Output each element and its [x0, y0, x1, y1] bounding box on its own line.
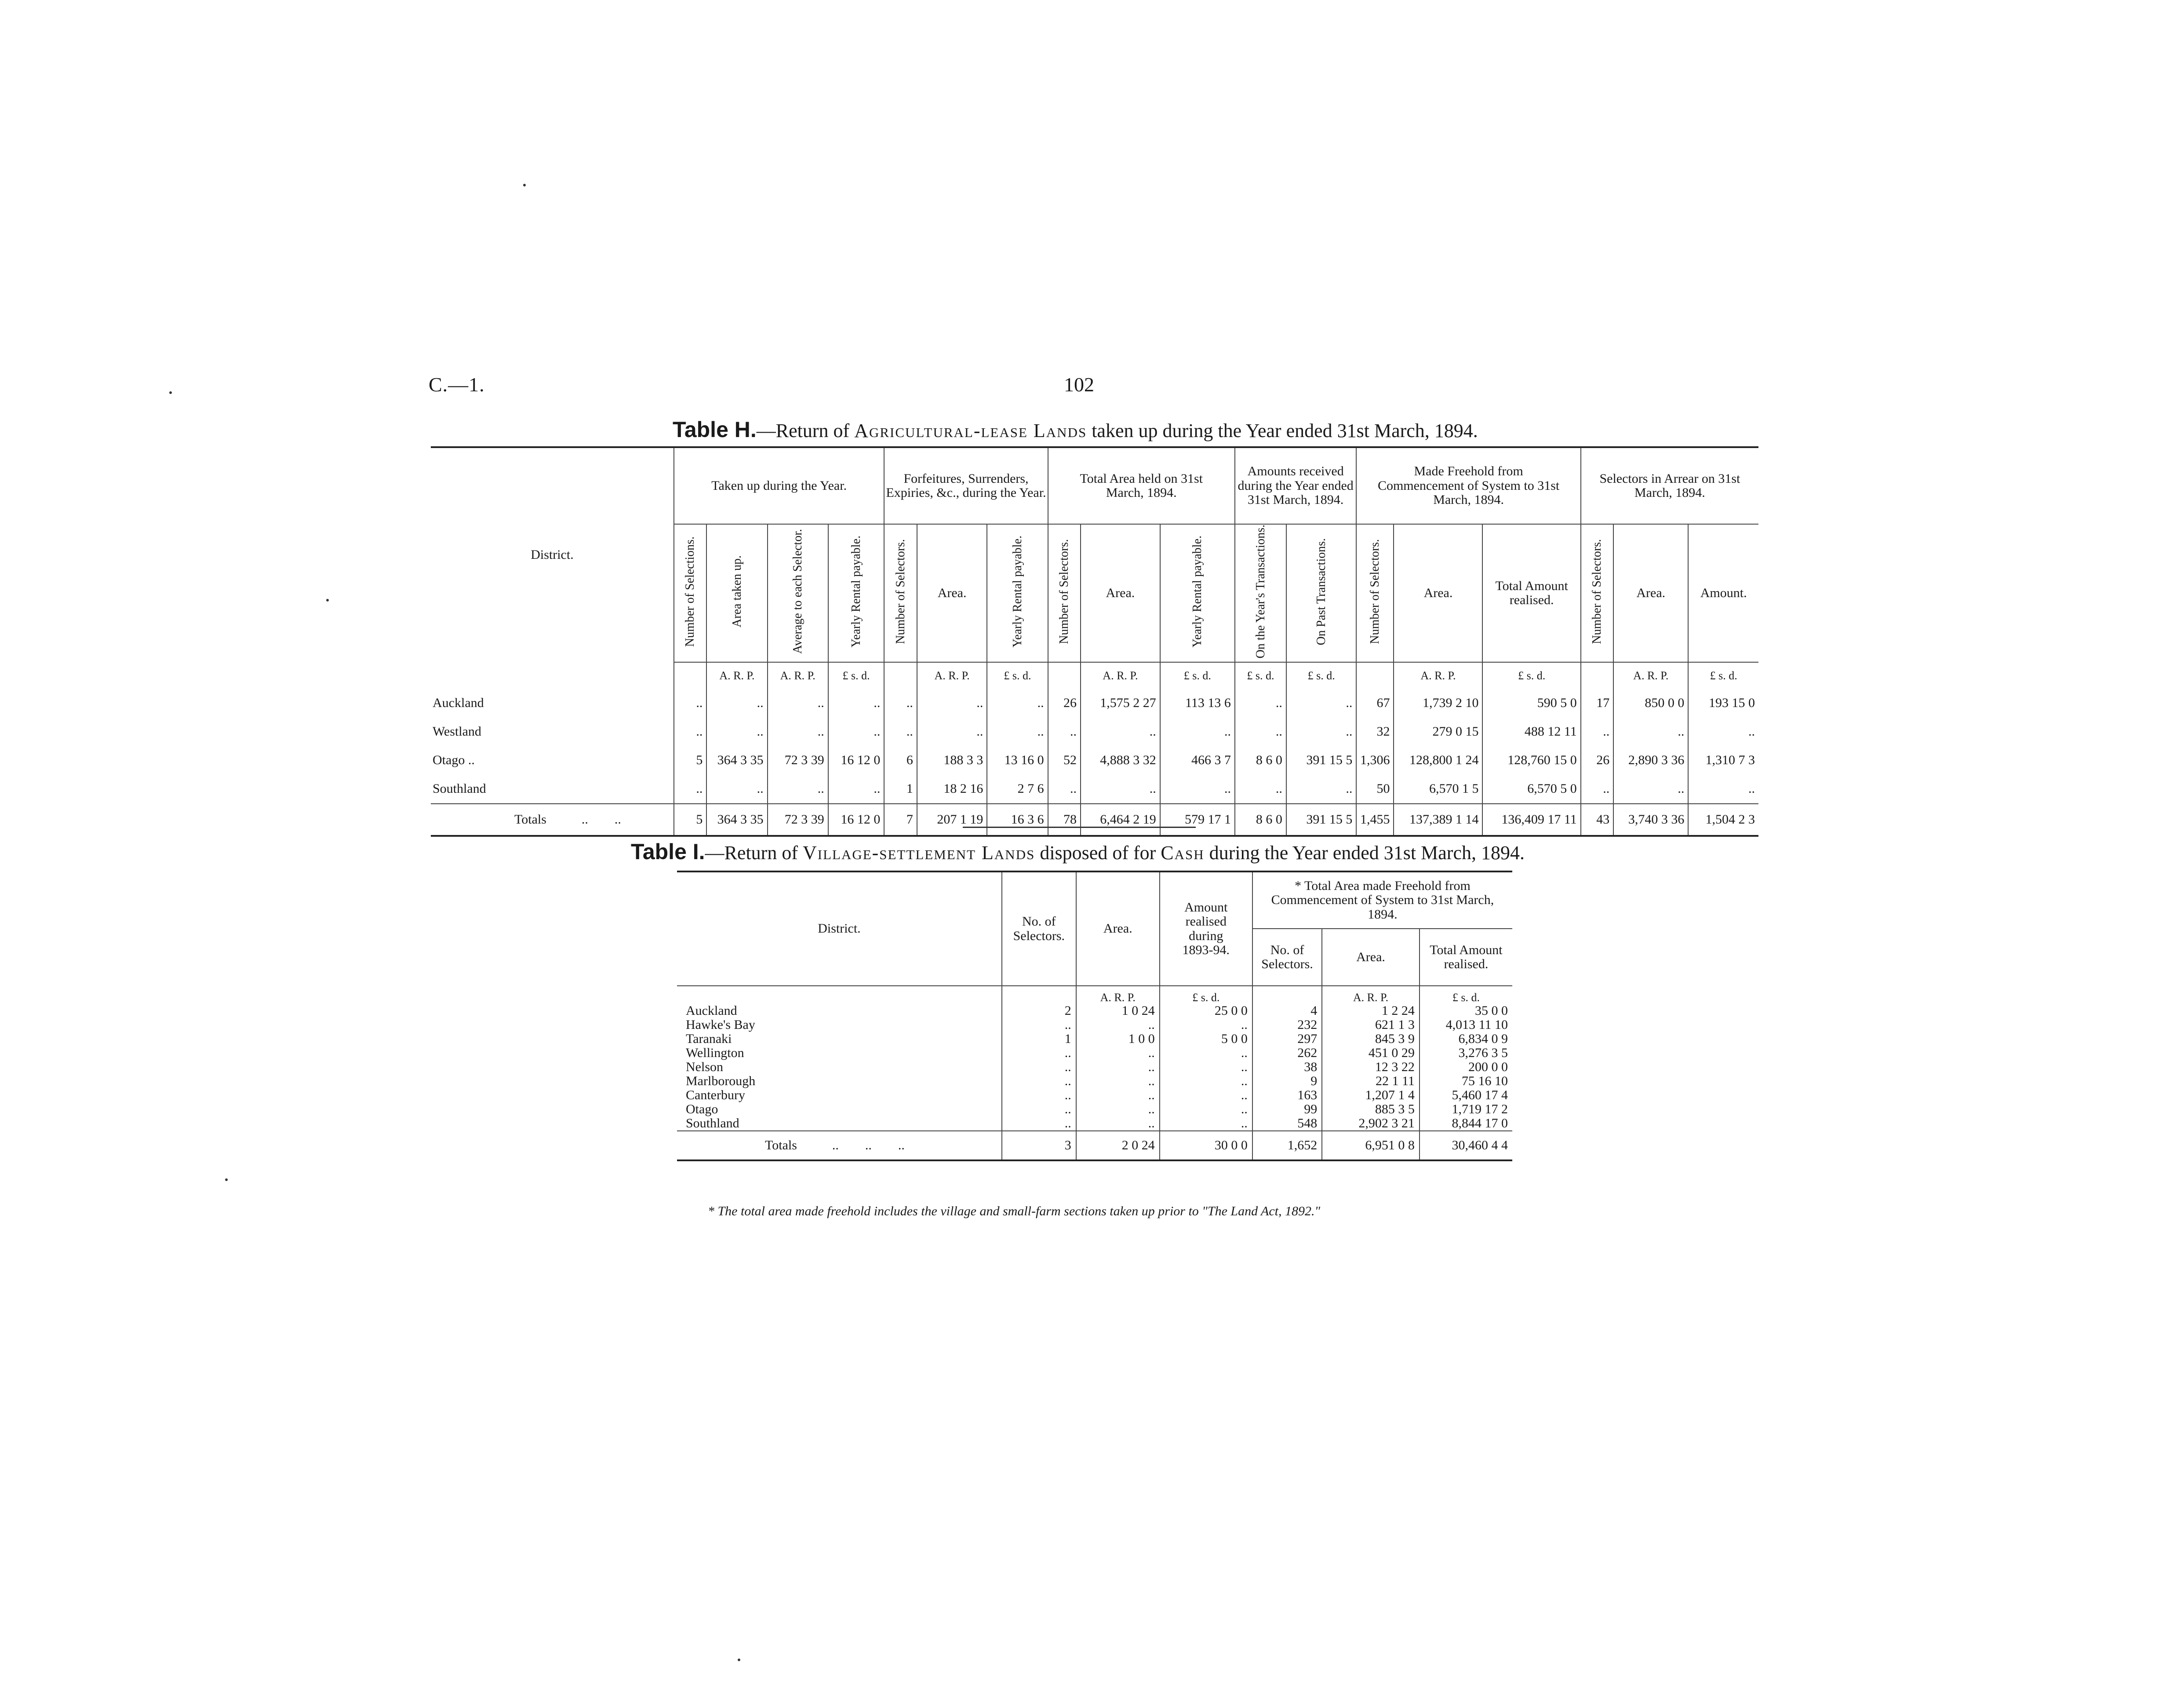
totals-cell: 72 3 39 — [768, 804, 828, 836]
table-cell: .. — [674, 775, 706, 804]
table-cell: .. — [1160, 1116, 1252, 1131]
table-cell: 621 1 3 — [1322, 1018, 1420, 1032]
sub-header: Amount. — [1688, 524, 1758, 662]
scan-speck — [738, 1659, 740, 1661]
table-cell: .. — [1076, 1074, 1160, 1088]
table-cell: .. — [828, 689, 885, 718]
table-cell: 9 — [1252, 1074, 1322, 1088]
table-i-totals-row: Totals .. .. .. 3 2 0 24 30 0 0 1,652 6,951 0 8 30,460 4 4 — [677, 1131, 1512, 1160]
table-cell: 1,306 — [1356, 746, 1394, 775]
sub-header: Yearly Rental payable. — [1190, 535, 1205, 648]
table-cell: .. — [828, 718, 885, 746]
table-cell: .. — [706, 689, 767, 718]
table-cell: .. — [1002, 1102, 1076, 1116]
table-cell: 75 16 10 — [1420, 1074, 1512, 1088]
table-cell: .. — [1048, 718, 1081, 746]
table-cell: .. — [1160, 1060, 1252, 1074]
table-cell: 1,739 2 10 — [1394, 689, 1482, 718]
col-header-selectors: No. of Selectors. — [1002, 871, 1076, 986]
sub-header: Number of Selectors. — [1057, 539, 1071, 644]
table-cell: 6,570 5 0 — [1482, 775, 1580, 804]
table-cell: 8,844 17 0 — [1420, 1116, 1512, 1131]
table-cell: 8 6 0 — [1235, 746, 1286, 775]
district-cell: Hawke's Bay — [686, 1017, 755, 1032]
table-cell: .. — [1235, 775, 1286, 804]
table-cell: .. — [1160, 1088, 1252, 1102]
table-cell: 6,570 1 5 — [1394, 775, 1482, 804]
page-reference: C.—1. — [429, 373, 485, 396]
district-cell: Nelson — [686, 1060, 723, 1074]
district-cell: Otago — [686, 1102, 718, 1116]
table-cell: .. — [1160, 1074, 1252, 1088]
table-cell: 6 — [884, 746, 917, 775]
table-cell: 50 — [1356, 775, 1394, 804]
table-cell: 193 15 0 — [1688, 689, 1758, 718]
table-cell: .. — [1613, 718, 1688, 746]
table-cell: 850 0 0 — [1613, 689, 1688, 718]
sub-header: Area. — [1081, 524, 1160, 662]
table-cell: 391 15 5 — [1286, 746, 1357, 775]
table-cell: .. — [1581, 718, 1613, 746]
table-cell: 38 — [1252, 1060, 1322, 1074]
table-cell: .. — [1002, 1018, 1076, 1032]
table-cell: 279 0 15 — [1394, 718, 1482, 746]
group-header-made-freehold: Made Freehold from Commencement of System to 31st March, 1894. — [1356, 447, 1580, 524]
table-cell: 72 3 39 — [768, 746, 828, 775]
totals-cell: 30,460 4 4 — [1420, 1131, 1512, 1160]
table-h-body — [431, 689, 1758, 804]
table-cell: .. — [1235, 718, 1286, 746]
totals-label: Totals — [765, 1137, 797, 1152]
table-i-body — [677, 1004, 1512, 1131]
group-header-amounts-received: Amounts received during the Year ended 31st March, 1894. — [1235, 447, 1356, 524]
scan-speck — [326, 599, 329, 602]
totals-cell: 391 15 5 — [1286, 804, 1357, 836]
table-cell: .. — [706, 775, 767, 804]
district-cell: Auckland — [686, 1003, 737, 1018]
sub-header-amount: Total Amount realised. — [1420, 929, 1512, 986]
col-header-amount: Amount realised during 1893-94. — [1160, 871, 1252, 986]
totals-cell: 16 3 6 — [987, 804, 1048, 836]
table-cell: 188 3 3 — [917, 746, 987, 775]
table-cell: 488 12 11 — [1482, 718, 1580, 746]
table-cell: .. — [1002, 1074, 1076, 1088]
sub-header: Yearly Rental payable. — [1010, 535, 1024, 648]
table-cell: .. — [1002, 1060, 1076, 1074]
scan-speck — [523, 184, 526, 186]
district-cell: Canterbury — [686, 1088, 745, 1102]
table-cell: 1 — [1002, 1032, 1076, 1046]
sub-header-selectors: No. of Selectors. — [1252, 929, 1322, 986]
table-cell: .. — [917, 718, 987, 746]
table-cell: .. — [674, 718, 706, 746]
table-cell: 113 13 6 — [1160, 689, 1235, 718]
table-cell: 2,902 3 21 — [1322, 1116, 1420, 1131]
group-header-total-area: Total Area held on 31st March, 1894. — [1048, 447, 1235, 524]
totals-cell: 30 0 0 — [1160, 1131, 1252, 1160]
totals-cell: 137,389 1 14 — [1394, 804, 1482, 836]
group-header-forfeitures: Forfeitures, Surrenders, Expiries, &c., during the Year. — [884, 447, 1048, 524]
table-cell: .. — [1613, 775, 1688, 804]
table-cell: .. — [1286, 775, 1357, 804]
table-row — [677, 1032, 1512, 1046]
table-cell: .. — [1160, 1046, 1252, 1060]
sub-header: Area. — [917, 524, 987, 662]
table-cell: .. — [1076, 1060, 1160, 1074]
table-cell: 35 0 0 — [1420, 1004, 1512, 1018]
table-i-caption: Table I.—Return of Village-settlement Lands disposed of for Cash during the Year ended 31st March, 1894. — [631, 839, 1525, 864]
scan-speck — [169, 391, 172, 394]
sub-header: Number of Selectors. — [1368, 539, 1382, 644]
table-cell: .. — [1002, 1088, 1076, 1102]
totals-cell: 8 6 0 — [1235, 804, 1286, 836]
table-cell: 12 3 22 — [1322, 1060, 1420, 1074]
sub-header: On the Year's Transactions. — [1253, 525, 1267, 659]
table-cell: 1,719 17 2 — [1420, 1102, 1512, 1116]
table-cell: 364 3 35 — [706, 746, 767, 775]
table-cell: .. — [1076, 1102, 1160, 1116]
totals-cell: 7 — [884, 804, 917, 836]
totals-cell: 16 12 0 — [828, 804, 885, 836]
totals-cell: 78 — [1048, 804, 1081, 836]
table-row — [677, 1004, 1512, 1018]
group-header-freehold: * Total Area made Freehold from Commencement of System to 31st March, 1894. — [1252, 871, 1512, 929]
district-header: District. — [677, 871, 1002, 986]
table-cell: 16 12 0 — [828, 746, 885, 775]
table-i-label: Table I. — [631, 839, 705, 864]
district-cell: Auckland — [433, 696, 484, 711]
totals-cell: 207 1 19 — [917, 804, 987, 836]
table-cell: 4,888 3 32 — [1081, 746, 1160, 775]
totals-label: Totals — [514, 812, 546, 827]
table-cell: 25 0 0 — [1160, 1004, 1252, 1018]
totals-cell: 1,504 2 3 — [1688, 804, 1758, 836]
table-h-label: Table H. — [673, 417, 757, 442]
table-cell: 4,013 11 10 — [1420, 1018, 1512, 1032]
table-cell: .. — [1160, 1102, 1252, 1116]
table-cell: 3,276 3 5 — [1420, 1046, 1512, 1060]
sub-header: On Past Transactions. — [1314, 538, 1328, 645]
totals-cell: 364 3 35 — [706, 804, 767, 836]
table-cell: .. — [1581, 775, 1613, 804]
table-row — [677, 1018, 1512, 1032]
totals-cell: 6,951 0 8 — [1322, 1131, 1420, 1160]
table-cell: 845 3 9 — [1322, 1032, 1420, 1046]
table-cell: .. — [1076, 1088, 1160, 1102]
page-number: 102 — [1064, 373, 1094, 396]
table-cell: 1,207 1 4 — [1322, 1088, 1420, 1102]
table-cell: .. — [1688, 718, 1758, 746]
group-header-arrear: Selectors in Arrear on 31st March, 1894. — [1581, 447, 1758, 524]
totals-cell: 5 — [674, 804, 706, 836]
table-cell: .. — [768, 718, 828, 746]
district-header: District. — [431, 447, 674, 662]
table-cell: 5 — [674, 746, 706, 775]
totals-cell: 579 17 1 — [1160, 804, 1235, 836]
table-cell: .. — [706, 718, 767, 746]
table-cell: .. — [1081, 718, 1160, 746]
totals-cell: 1,652 — [1252, 1131, 1322, 1160]
table-row — [677, 1060, 1512, 1074]
table-cell: 1,575 2 27 — [1081, 689, 1160, 718]
table-cell: .. — [987, 718, 1048, 746]
table-cell: .. — [1286, 718, 1357, 746]
table-h-totals-row: Totals .. .. 5 364 3 35 72 3 39 16 12 0 7 207 1 19 16 3 6 78 6,464 2 19 579 17 1 8 6 0 391 15 5 1,455 137,389 1 14 136,409 17 11 43 3,740 3 36 1,504 2 3 — [431, 804, 1758, 836]
totals-cell: 136,409 17 11 — [1482, 804, 1580, 836]
table-cell: .. — [1048, 775, 1081, 804]
table-cell: 2 — [1002, 1004, 1076, 1018]
table-cell: 885 3 5 — [1322, 1102, 1420, 1116]
table-cell: .. — [768, 775, 828, 804]
table-row — [431, 775, 1758, 804]
table-row — [677, 1088, 1512, 1102]
table-cell: .. — [987, 689, 1048, 718]
table-cell: 13 16 0 — [987, 746, 1048, 775]
district-cell: Taranaki — [686, 1032, 732, 1046]
table-row — [677, 1074, 1512, 1088]
group-header-taken-up: Taken up during the Year. — [674, 447, 885, 524]
table-i-footnote: * The total area made freehold includes the village and small-farm sections taken up prior to "The Land Act, 1892." — [708, 1204, 1321, 1218]
table-cell: .. — [1688, 775, 1758, 804]
district-cell: Wellington — [686, 1046, 744, 1060]
district-cell: Southland — [433, 781, 486, 796]
sub-header-area: Area. — [1322, 929, 1420, 986]
table-cell: 52 — [1048, 746, 1081, 775]
sub-header: Total Amount realised. — [1482, 524, 1580, 662]
table-cell: .. — [884, 689, 917, 718]
table-cell: 1 2 24 — [1322, 1004, 1420, 1018]
district-cell: Otago .. — [433, 753, 475, 768]
table-cell: 32 — [1356, 718, 1394, 746]
table-cell: .. — [917, 689, 987, 718]
table-cell: 1,310 7 3 — [1688, 746, 1758, 775]
table-cell: 18 2 16 — [917, 775, 987, 804]
table-cell: 6,834 0 9 — [1420, 1032, 1512, 1046]
table-cell: .. — [1002, 1116, 1076, 1131]
table-cell: .. — [1076, 1116, 1160, 1131]
district-cell: Westland — [433, 724, 481, 739]
table-cell: 466 3 7 — [1160, 746, 1235, 775]
table-cell: .. — [1160, 1018, 1252, 1032]
table-cell: 17 — [1581, 689, 1613, 718]
table-cell: 548 — [1252, 1116, 1322, 1131]
section-divider — [963, 827, 1196, 828]
table-cell: 163 — [1252, 1088, 1322, 1102]
table-row — [677, 1116, 1512, 1131]
table-cell: .. — [1160, 775, 1235, 804]
table-row — [431, 689, 1758, 718]
sub-header: Area. — [1394, 524, 1482, 662]
table-cell: 1 0 24 — [1076, 1004, 1160, 1018]
table-cell: .. — [1002, 1046, 1076, 1060]
table-row — [431, 718, 1758, 746]
totals-cell: 3,740 3 36 — [1613, 804, 1688, 836]
table-row — [677, 1046, 1512, 1060]
table-cell: 99 — [1252, 1102, 1322, 1116]
district-cell: Southland — [686, 1116, 739, 1130]
table-cell: 2 7 6 — [987, 775, 1048, 804]
table-cell: 297 — [1252, 1032, 1322, 1046]
totals-cell: 1,455 — [1356, 804, 1394, 836]
table-i — [677, 871, 1512, 1161]
table-cell: 590 5 0 — [1482, 689, 1580, 718]
sub-header: Area taken up. — [730, 555, 744, 628]
totals-cell: 3 — [1002, 1131, 1076, 1160]
units-row: A. R. P. £ s. d. A. R. P. £ s. d. — [677, 986, 1512, 1004]
table-cell: 26 — [1048, 689, 1081, 718]
table-cell: 262 — [1252, 1046, 1322, 1060]
sub-header: Area. — [1613, 524, 1688, 662]
sub-header: Yearly Rental payable. — [849, 535, 863, 648]
table-cell: 451 0 29 — [1322, 1046, 1420, 1060]
table-cell: .. — [828, 775, 885, 804]
table-h-caption: Table H.—Return of Agricultural-lease Lands taken up during the Year ended 31st March, 1894. — [673, 417, 1478, 442]
table-cell: 200 0 0 — [1420, 1060, 1512, 1074]
totals-cell: 2 0 24 — [1076, 1131, 1160, 1160]
sub-header: Number of Selectors. — [893, 539, 907, 644]
table-cell: .. — [1286, 689, 1357, 718]
table-cell: .. — [884, 718, 917, 746]
table-row — [431, 746, 1758, 775]
table-cell: .. — [1076, 1046, 1160, 1060]
col-header-area: Area. — [1076, 871, 1160, 986]
table-cell: 1 — [884, 775, 917, 804]
units-row: A. R. P. A. R. P. £ s. d. A. R. P. £ s. d. A. R. P. £ s. d. £ s. d. £ s. d. A. R. P. £ s. d. A. R. P. £ s. d. — [431, 662, 1758, 689]
table-cell: .. — [1076, 1018, 1160, 1032]
table-cell: .. — [674, 689, 706, 718]
table-cell: 4 — [1252, 1004, 1322, 1018]
table-cell: 5 0 0 — [1160, 1032, 1252, 1046]
sub-header: Average to each Selector. — [790, 529, 804, 654]
table-cell: 67 — [1356, 689, 1394, 718]
table-cell: 1 0 0 — [1076, 1032, 1160, 1046]
table-cell: 2,890 3 36 — [1613, 746, 1688, 775]
table-cell: .. — [1235, 689, 1286, 718]
table-cell: 5,460 17 4 — [1420, 1088, 1512, 1102]
totals-cell: 43 — [1581, 804, 1613, 836]
table-h — [431, 446, 1758, 837]
table-cell: 26 — [1581, 746, 1613, 775]
scan-speck — [225, 1178, 228, 1181]
table-cell: 128,760 15 0 — [1482, 746, 1580, 775]
table-cell: 128,800 1 24 — [1394, 746, 1482, 775]
table-cell: 22 1 11 — [1322, 1074, 1420, 1088]
district-cell: Marlborough — [686, 1074, 756, 1088]
table-cell: .. — [1160, 718, 1235, 746]
table-cell: .. — [768, 689, 828, 718]
table-cell: .. — [1081, 775, 1160, 804]
table-row — [677, 1102, 1512, 1116]
totals-cell: 6,464 2 19 — [1081, 804, 1160, 836]
sub-header: Number of Selections. — [683, 536, 697, 647]
table-cell: 232 — [1252, 1018, 1322, 1032]
sub-header: Number of Selectors. — [1590, 539, 1604, 644]
